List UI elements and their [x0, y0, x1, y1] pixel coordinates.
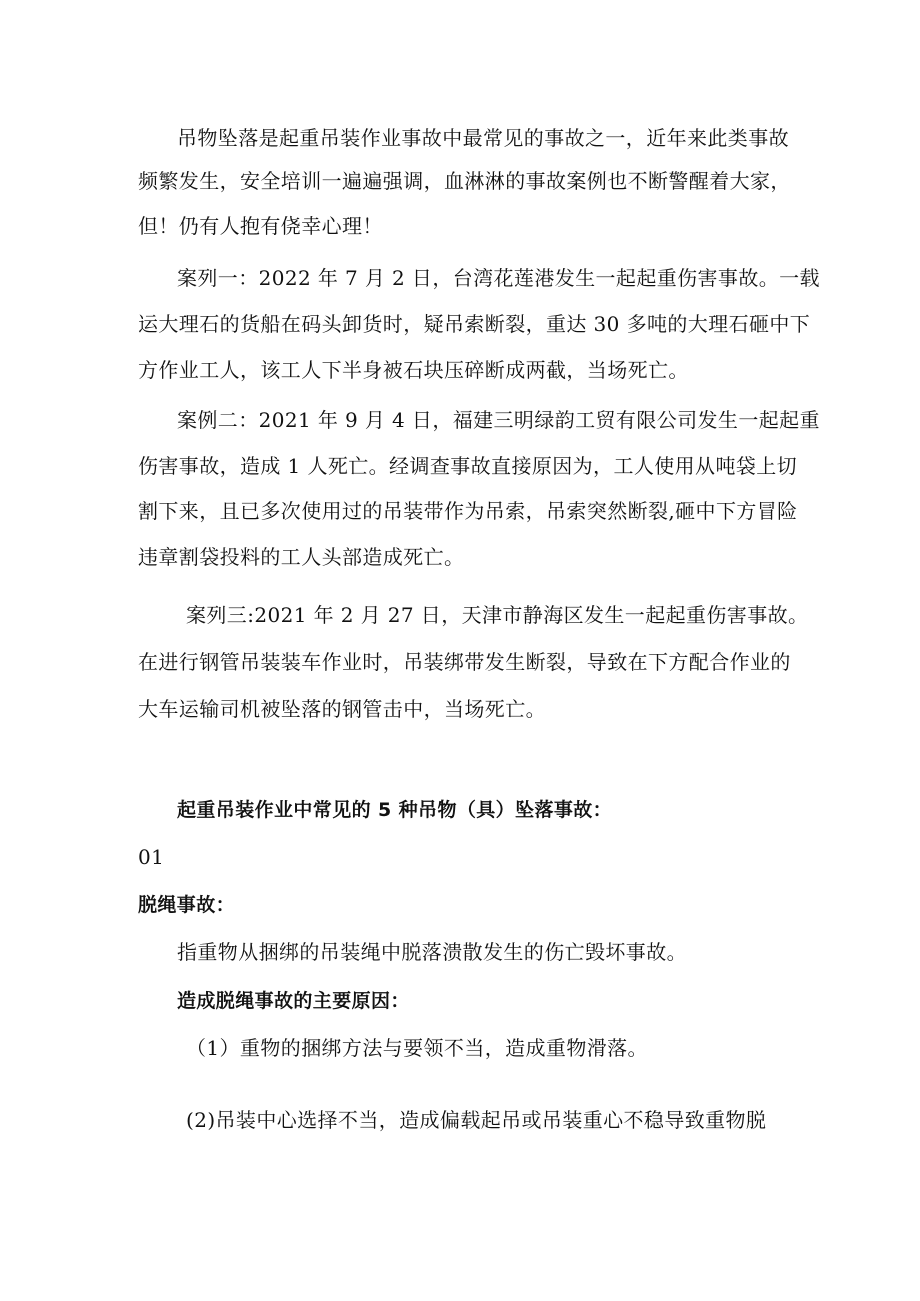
causes-heading: 造成脱绳事故的主要原因： — [177, 990, 410, 1012]
section-subheading: 脱绳事故： — [138, 894, 236, 916]
cause-item-2: (2)吊装中心选择不当，造成偏载起吊或吊装重心不稳导致重物脱 — [186, 1108, 767, 1132]
section-definition: 指重物从捆绑的吊装绳中脱落溃散发生的伤亡毁坏事故。 — [177, 940, 687, 964]
case2-line-1: 案例二：2021 年 9 月 4 日，福建三明绿韵工贸有限公司发生一起起重 — [177, 408, 820, 432]
section-number: 01 — [138, 845, 165, 869]
case3-line-1: 案列三:2021 年 2 月 27 日，天津市静海区发生一起起重伤害事故。 — [186, 603, 809, 627]
case1-line-1: 案列一：2022 年 7 月 2 日，台湾花莲港发生一起起重伤害事故。一载 — [177, 266, 820, 290]
case2-line-2: 伤害事故，造成 1 人死亡。经调查事故直接原因为，工人使用从吨袋上切 — [138, 454, 798, 478]
cause-item-1: （1）重物的捆绑方法与要领不当，造成重物滑落。 — [186, 1036, 648, 1060]
intro-line-2: 频繁发生，安全培训一遍遍强调，血淋淋的事故案例也不断警醒着大家， — [138, 169, 791, 193]
section-heading: 起重吊装作业中常见的 5 种吊物（具）坠落事故： — [177, 799, 613, 821]
case1-line-3: 方作业工人，该工人下半身被石块压碎断成两截，当场死亡。 — [138, 358, 689, 382]
intro-line-1: 吊物坠落是起重吊装作业事故中最常见的事故之一，近年来此类事故 — [177, 126, 789, 150]
case2-line-3: 割下来，且已多次使用过的吊装带作为吊索，吊索突然断裂,砸中下方冒险 — [138, 499, 798, 523]
case2-line-4: 违章割袋投料的工人头部造成死亡。 — [138, 545, 465, 569]
case3-line-2: 在进行钢管吊装装车作业时，吊装绑带发生断裂，导致在下方配合作业的 — [138, 650, 791, 674]
case3-line-3: 大车运输司机被坠落的钢管击中，当场死亡。 — [138, 697, 546, 721]
intro-line-3: 但！仍有人抱有侥幸心理！ — [138, 214, 383, 238]
case1-line-2: 运大理石的货船在码头卸货时，疑吊索断裂，重达 30 多吨的大理石砸中下 — [138, 312, 811, 336]
